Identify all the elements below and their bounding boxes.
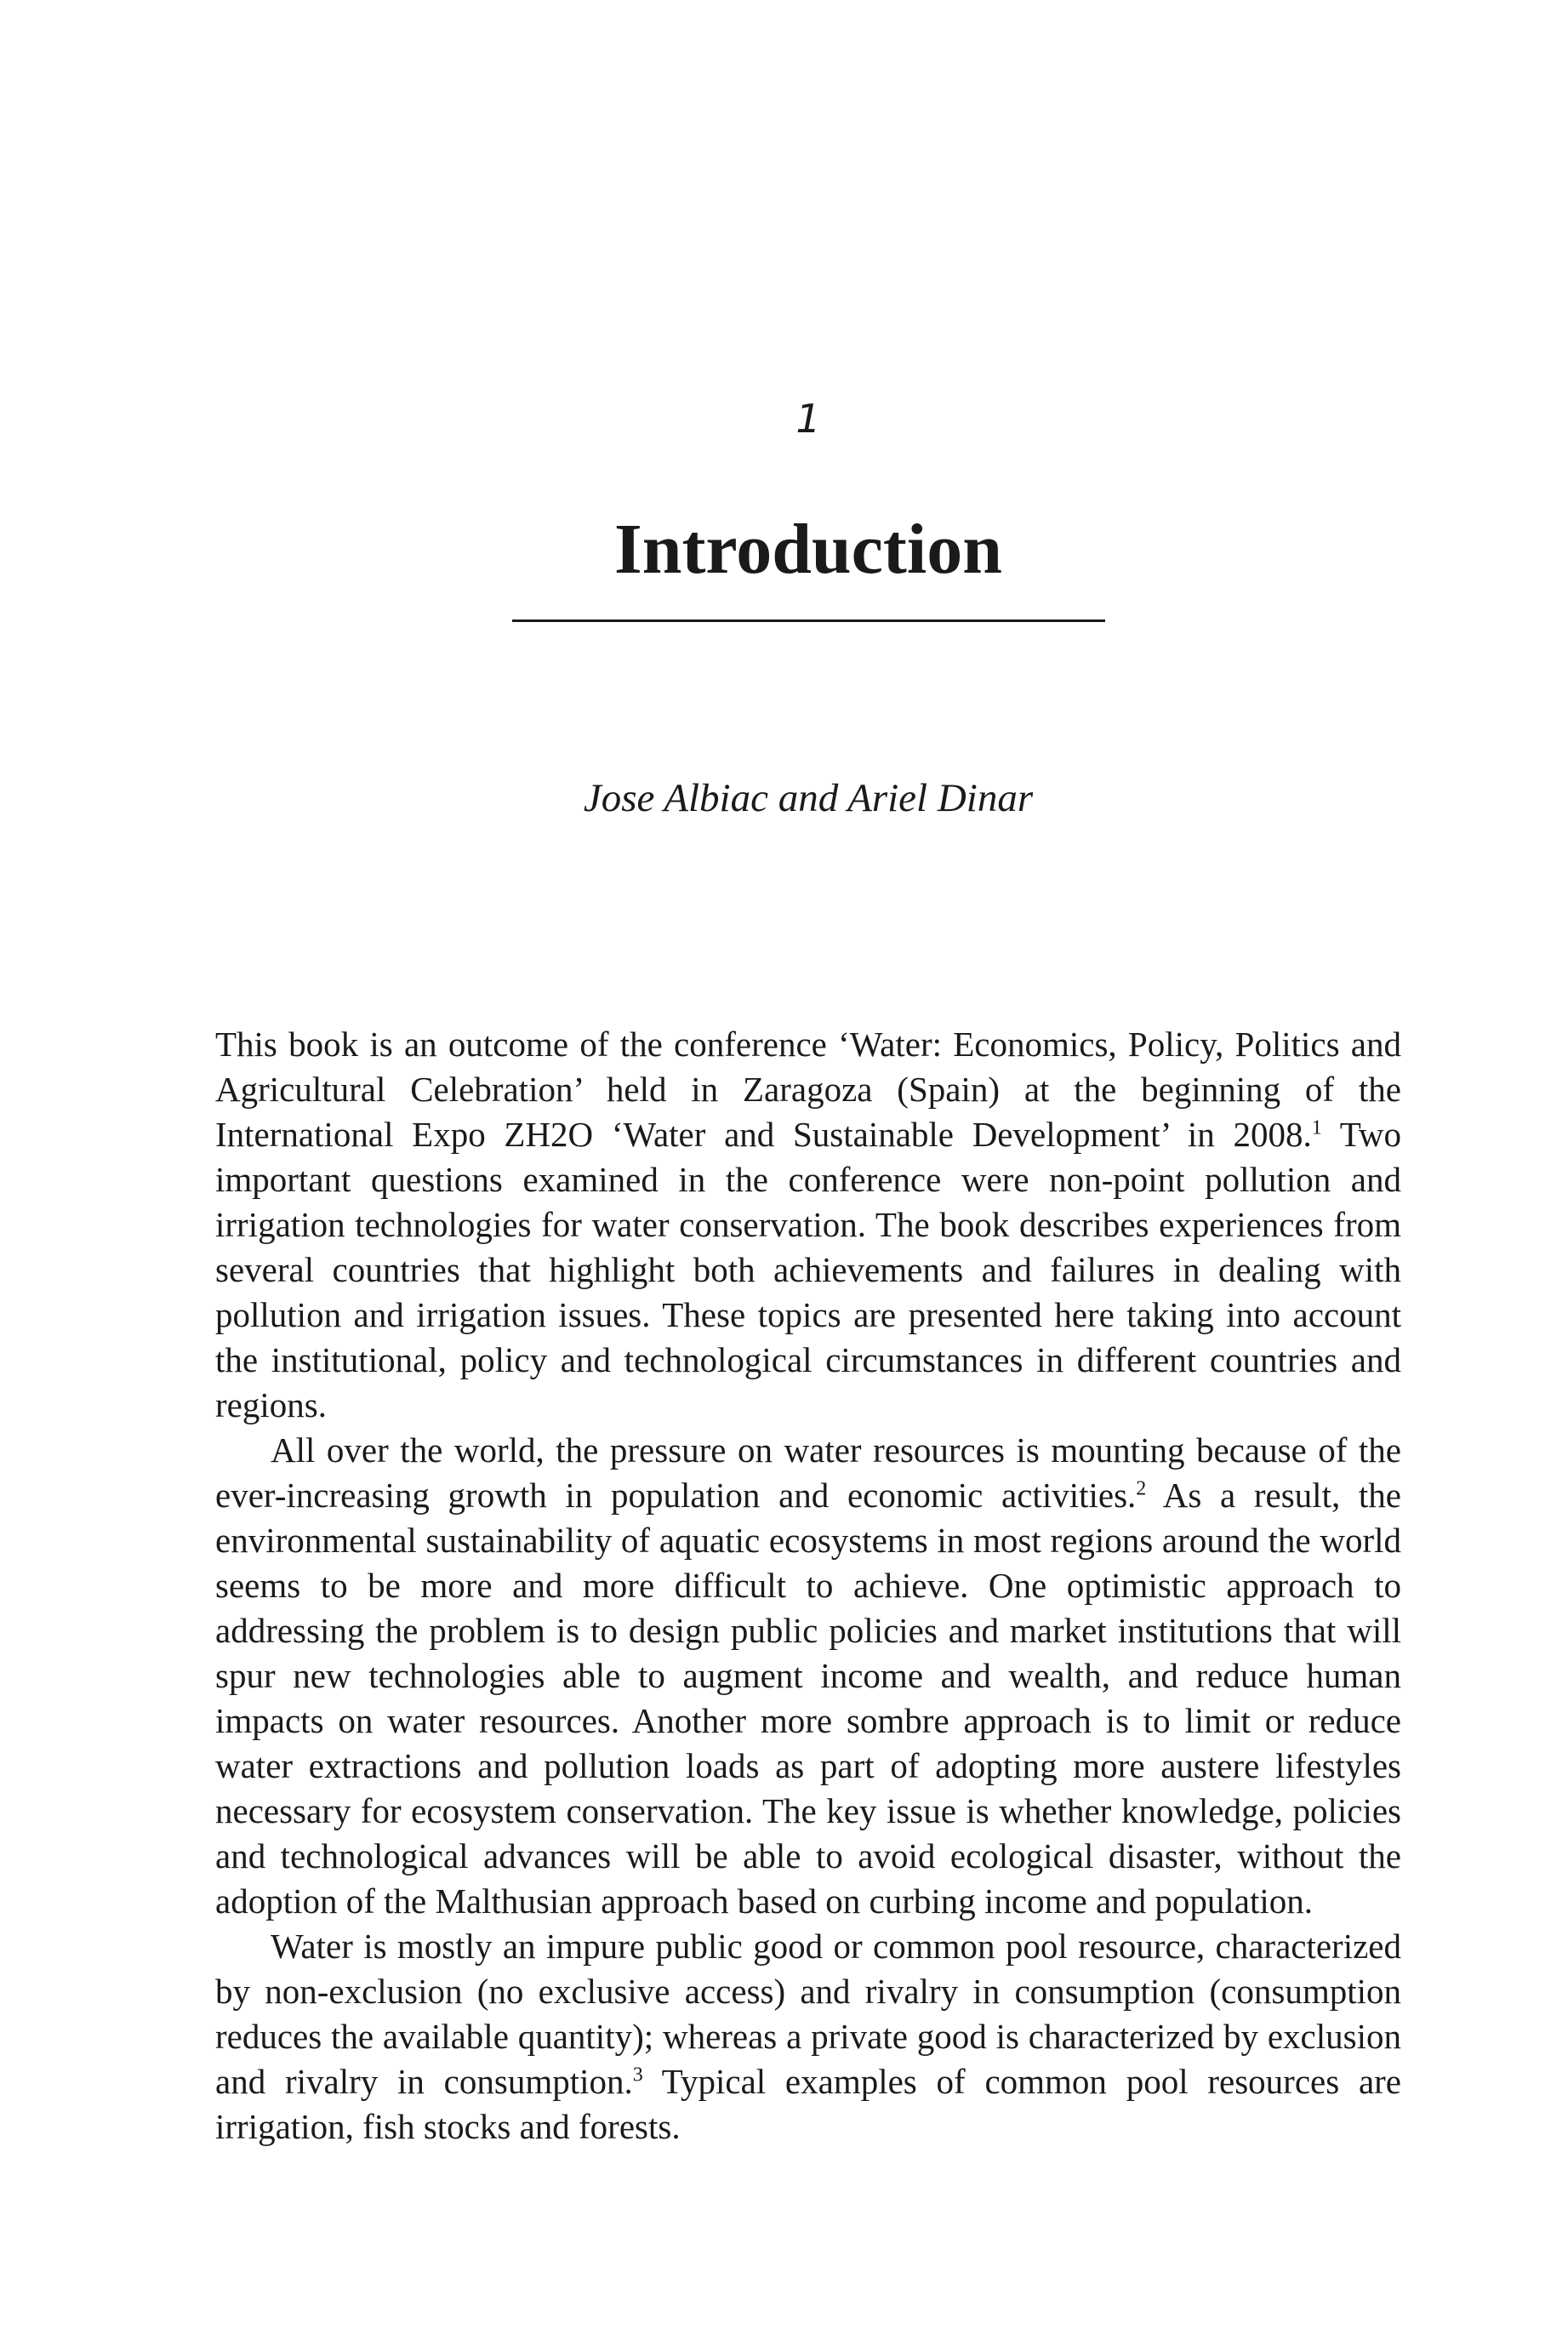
paragraph-2-text-b: As a result, the environmental sustainability of aquatic ecosystems in most regions around the world seems to be more and more difficult to achieve. One optimistic approach to addressing the problem is to design public policies and market institutions that will spur new technologies able to augment income and wealth, and reduce human impacts on water resources. Another more sombre approach is to limit or reduce water extractions and pollution loads as part of adopting more austere lifestyles necessary for ecosystem conservation. The key issue is whether knowledge, policies and technological advances will be able to avoid ecological disaster, without the adoption of the Malthusian approach based on curbing income and population. — [215, 1476, 1401, 1921]
paragraph-3 — [215, 1924, 1401, 2149]
paragraph-2-text-a: All over the world, the pressure on water resources is mounting because of the ever-increasing growth in population and economic activities. — [215, 1430, 1401, 1515]
chapter-authors: Jose Albiac and Ariel Dinar — [583, 776, 1034, 820]
paragraph-1 — [215, 1022, 1401, 1428]
chapter-title: Introduction — [614, 510, 1002, 589]
footnote-ref-2[interactable]: 2 — [1136, 1477, 1147, 1500]
footnote-ref-1[interactable]: 1 — [1311, 1116, 1322, 1139]
footnote-ref-3[interactable]: 3 — [632, 2064, 643, 2087]
chapter-number: 1 — [795, 396, 821, 442]
body-text — [215, 1022, 1401, 2149]
paragraph-1-text-b: Two important questions examined in the conference were non-point pollution and irrigation technologies for water conservation. The book describes experiences from several countries that highlight both achievements and failures in dealing with pollution and irrigation issues. These topics are presented here taking into account the institutional, policy and technological circumstances in different countries and regions. — [215, 1115, 1401, 1424]
paragraph-2 — [215, 1428, 1401, 1924]
paragraph-1-text-a: This book is an outcome of the conference ‘Water: Economics, Policy, Politics and Agricultural Celebration’ held in Zaragoza (Spain) at the beginning of the International Expo ZH2O ‘Water and Sustainable Development’ in 2008. — [215, 1025, 1401, 1154]
paragraph-3-text-a: Water is mostly an impure public good or common pool resource, characterized by non-exclusion (no exclusive access) and rivalry in consumption (consumption reduces the available quantity); whereas a private good is characterized by exclusion and rivalry in consumption. — [215, 1927, 1401, 2101]
title-divider — [512, 619, 1105, 622]
paragraph-3-text-b: Typical examples of common pool resources are irrigation, fish stocks and forests. — [215, 2062, 1401, 2146]
